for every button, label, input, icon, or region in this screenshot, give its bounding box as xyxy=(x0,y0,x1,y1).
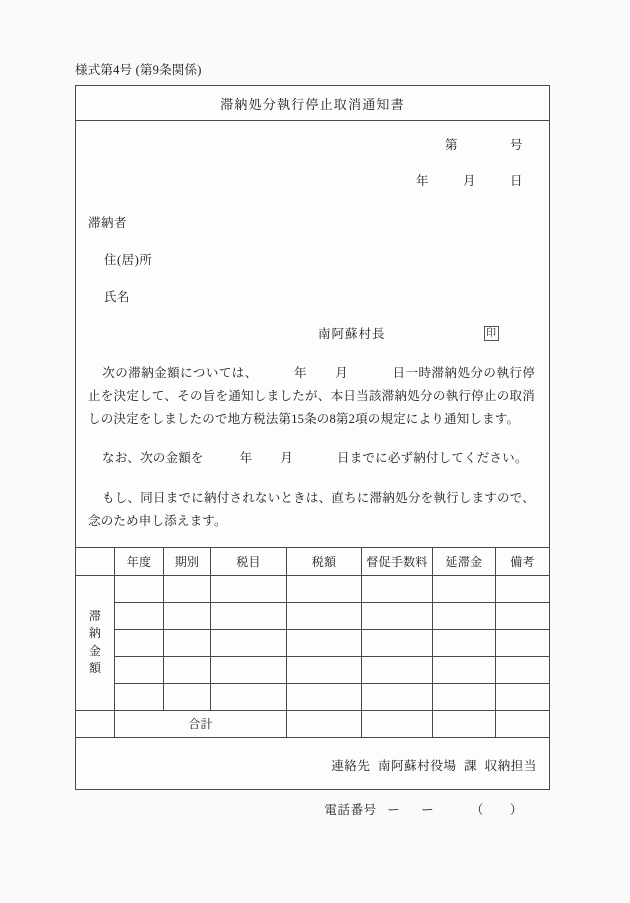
cell-remarks[interactable] xyxy=(496,683,550,710)
cell-tax-amount[interactable] xyxy=(287,629,362,656)
table-header-row xyxy=(76,548,549,576)
contact-line xyxy=(76,756,549,774)
title-band xyxy=(76,86,549,121)
cell-demand-fee[interactable] xyxy=(362,656,433,683)
table-row xyxy=(76,683,549,710)
telephone-dash-2: ー xyxy=(421,802,435,817)
cell-tax-item[interactable] xyxy=(211,575,287,602)
cell-term[interactable] xyxy=(164,656,211,683)
addressee-address-label: 住(居)所 xyxy=(104,253,153,267)
form-number: 様式第4号 (第9条関係) xyxy=(75,63,202,77)
p1-text-a: 次の滞納金額については、 xyxy=(102,366,258,380)
year-label: 年 xyxy=(415,174,429,188)
table-row xyxy=(76,575,549,602)
total-cell-remarks[interactable] xyxy=(496,710,550,737)
cell-delinquency-charge[interactable] xyxy=(433,683,496,710)
cell-remarks[interactable] xyxy=(496,656,550,683)
vlabel-char-4: 額 xyxy=(88,661,102,676)
cell-fiscal-year[interactable] xyxy=(115,602,164,629)
vertical-label-stack xyxy=(76,608,114,678)
cell-tax-amount[interactable] xyxy=(287,683,362,710)
telephone-paren-close: ） xyxy=(509,802,523,817)
total-cell-tax-amount[interactable] xyxy=(287,710,362,737)
cell-term[interactable] xyxy=(164,575,211,602)
table-row xyxy=(76,629,549,656)
column-header-demand-fee: 督促手数料 xyxy=(362,548,433,576)
telephone-label: 電話番号 xyxy=(324,802,377,817)
contact-section: 課 xyxy=(464,758,478,773)
paragraph-warning xyxy=(76,487,549,533)
total-row-corner-cell xyxy=(76,710,115,737)
amount-table-wrapper xyxy=(76,547,549,738)
cell-remarks[interactable] xyxy=(496,629,550,656)
page-title: 滞納処分執行停止取消通知書 xyxy=(220,96,405,112)
telephone-paren-open: （ xyxy=(470,802,484,817)
cell-remarks[interactable] xyxy=(496,602,550,629)
cell-tax-amount[interactable] xyxy=(287,575,362,602)
total-cell-delinquency-charge[interactable] xyxy=(433,710,496,737)
cell-term[interactable] xyxy=(164,629,211,656)
paragraph-notice-main xyxy=(76,362,549,431)
cell-term[interactable] xyxy=(164,602,211,629)
contact-label: 連絡先 xyxy=(331,758,371,773)
vlabel-char-2: 納 xyxy=(88,626,102,641)
cell-tax-amount[interactable] xyxy=(287,602,362,629)
column-header-remarks: 備考 xyxy=(496,548,550,576)
seal-stamp-icon: 印 xyxy=(484,326,499,341)
cell-tax-amount[interactable] xyxy=(287,656,362,683)
addressee-heading: 滞納者 xyxy=(88,216,128,230)
issuer-name: 南阿蘇村長 xyxy=(318,327,386,341)
issuer-row xyxy=(76,324,549,342)
cell-tax-item[interactable] xyxy=(211,656,287,683)
p3-text: もし、同日までに納付されないときは、直ちに滞納処分を執行しますので、念のため申し添えます。 xyxy=(88,490,535,528)
number-suffix-label: 号 xyxy=(509,138,523,152)
day-label: 日 xyxy=(509,174,523,188)
contact-division: 収納担当 xyxy=(484,758,537,773)
month-label: 月 xyxy=(462,174,476,188)
table-corner-cell xyxy=(76,548,115,576)
table-row xyxy=(76,602,549,629)
table-row xyxy=(76,656,549,683)
column-header-delinquency-charge: 延滞金 xyxy=(433,548,496,576)
delinquent-amount-table xyxy=(76,548,549,737)
vlabel-char-3: 金 xyxy=(88,643,102,658)
p2-month-label: 月 xyxy=(280,451,294,466)
cell-remarks[interactable] xyxy=(496,575,550,602)
p1-text-b: 日一時滞納処分の執行停止を決定して、その旨を通知しましたが、本日当該滞納処分の執行停止の取消しの決定をしましたので地方税法第15条の8第2項の規定により通知します。 xyxy=(88,366,536,427)
cell-demand-fee[interactable] xyxy=(362,683,433,710)
telephone-line xyxy=(76,800,549,818)
vlabel-char-1: 滞 xyxy=(88,608,102,623)
form-frame xyxy=(75,85,550,817)
cell-fiscal-year[interactable] xyxy=(115,656,164,683)
column-header-tax-item: 税目 xyxy=(211,548,287,576)
addressee-block xyxy=(76,213,549,305)
p1-month-label: 月 xyxy=(335,366,349,380)
cell-delinquency-charge[interactable] xyxy=(433,656,496,683)
cell-tax-item[interactable] xyxy=(211,602,287,629)
cell-tax-item[interactable] xyxy=(211,683,287,710)
paragraph-payment-due xyxy=(76,447,549,470)
cell-demand-fee[interactable] xyxy=(362,629,433,656)
p1-year-label: 年 xyxy=(293,366,308,380)
cell-tax-item[interactable] xyxy=(211,629,287,656)
row-group-label-delinquent-amount xyxy=(76,575,115,710)
column-header-fiscal-year: 年度 xyxy=(115,548,164,576)
cell-delinquency-charge[interactable] xyxy=(433,629,496,656)
p2-text-a: なお、次の金額を xyxy=(102,451,204,466)
addressee-name-label: 氏名 xyxy=(104,290,131,304)
issue-date-line xyxy=(76,171,549,189)
total-label-cell: 合計 xyxy=(115,710,287,737)
cell-term[interactable] xyxy=(164,683,211,710)
form-body xyxy=(76,135,549,818)
cell-fiscal-year[interactable] xyxy=(115,575,164,602)
column-header-term: 期別 xyxy=(164,548,211,576)
cell-demand-fee[interactable] xyxy=(362,602,433,629)
cell-fiscal-year[interactable] xyxy=(115,683,164,710)
total-cell-demand-fee[interactable] xyxy=(362,710,433,737)
p2-text-b: 日までに必ず納付してください。 xyxy=(337,451,528,466)
column-header-tax-amount: 税額 xyxy=(287,548,362,576)
table-total-row xyxy=(76,710,549,737)
number-prefix-label: 第 xyxy=(444,138,458,152)
cell-delinquency-charge[interactable] xyxy=(433,602,496,629)
cell-demand-fee[interactable] xyxy=(362,575,433,602)
telephone-dash-1: ー xyxy=(387,802,401,817)
cell-fiscal-year[interactable] xyxy=(115,629,164,656)
cell-delinquency-charge[interactable] xyxy=(433,575,496,602)
document-number-line xyxy=(76,135,549,153)
contact-office: 南阿蘇村役場 xyxy=(377,758,457,773)
p2-year-label: 年 xyxy=(239,451,253,466)
